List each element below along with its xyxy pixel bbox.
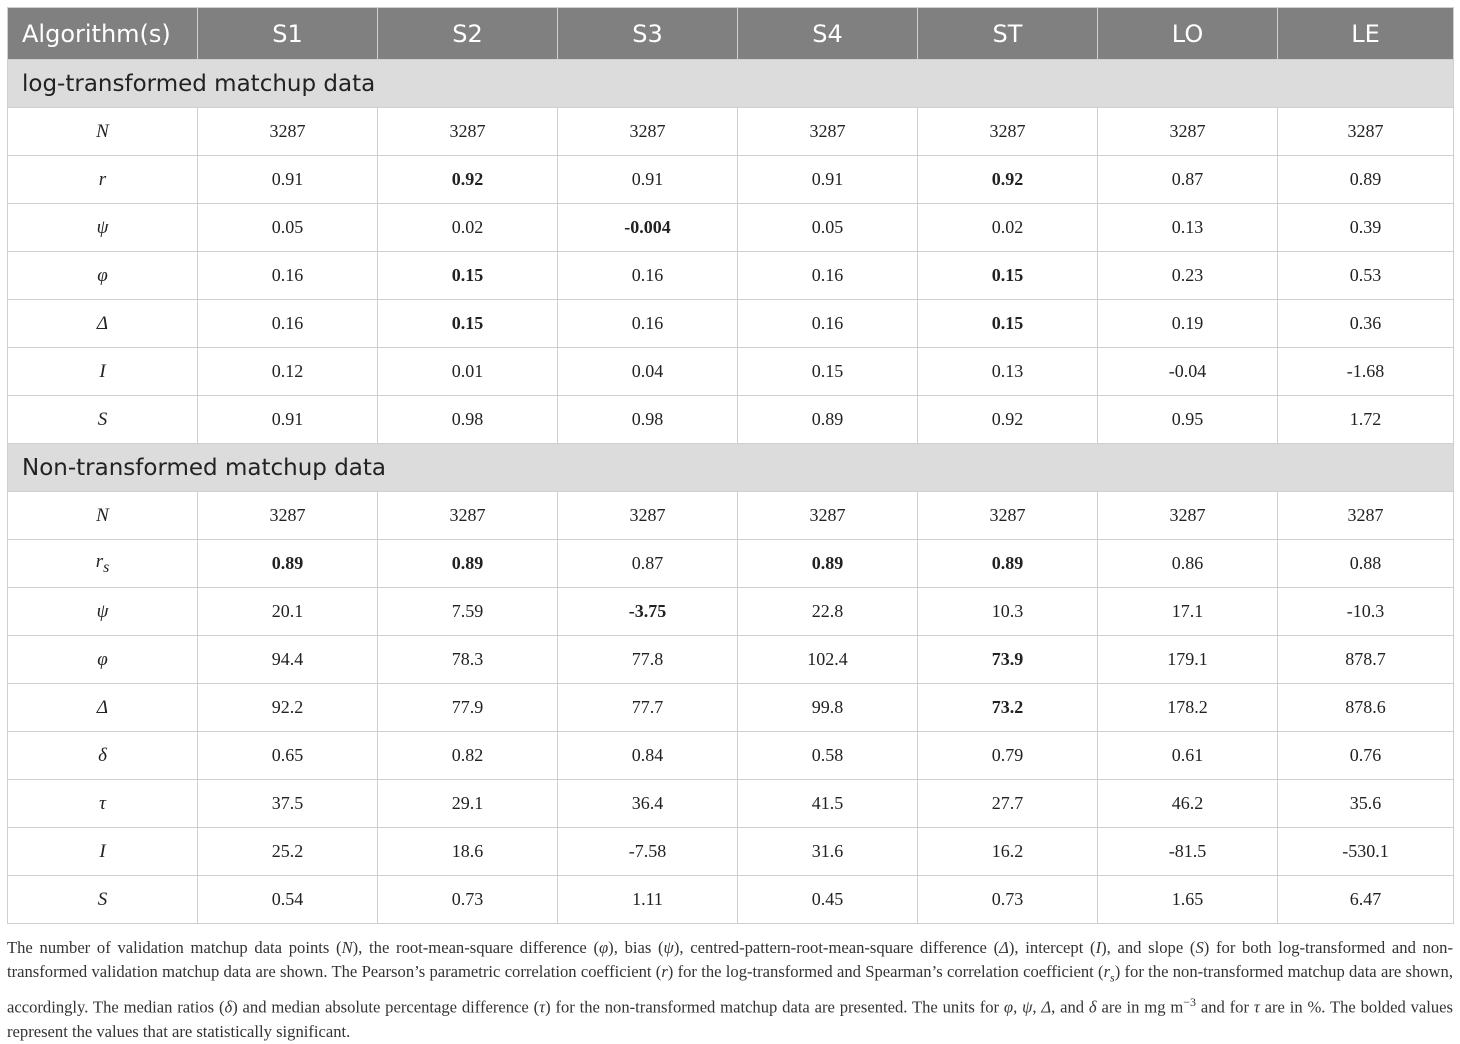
metric-cell — [8, 684, 198, 732]
table-row — [8, 348, 1454, 396]
value-cell: 3287 — [738, 492, 918, 540]
table-row — [8, 396, 1454, 444]
metric-symbol: S — [97, 408, 108, 430]
value-cell: 3287 — [1098, 108, 1278, 156]
value-cell: 0.89 — [198, 540, 378, 588]
value-cell: 0.15 — [378, 252, 558, 300]
value-cell: 10.3 — [918, 588, 1098, 636]
value-cell: 77.9 — [378, 684, 558, 732]
value-cell: 0.73 — [918, 876, 1098, 924]
column-header-s4: S4 — [738, 8, 918, 60]
metric-cell — [8, 588, 198, 636]
table-row — [8, 156, 1454, 204]
footnote-text: Δ — [1041, 997, 1052, 1017]
value-cell: 0.39 — [1278, 204, 1454, 252]
table-row — [8, 252, 1454, 300]
table-footnote — [7, 936, 1453, 1044]
value-cell: 0.84 — [558, 732, 738, 780]
value-cell: -0.04 — [1098, 348, 1278, 396]
value-cell: 3287 — [378, 492, 558, 540]
value-cell: 7.59 — [378, 588, 558, 636]
value-cell: 0.88 — [1278, 540, 1454, 588]
value-cell: -3.75 — [558, 588, 738, 636]
value-cell: 99.8 — [738, 684, 918, 732]
value-cell: 3287 — [558, 108, 738, 156]
value-cell: 179.1 — [1098, 636, 1278, 684]
value-cell: 0.16 — [738, 300, 918, 348]
metric-symbol: r — [95, 550, 104, 572]
value-cell: 0.87 — [558, 540, 738, 588]
value-cell: 0.16 — [738, 252, 918, 300]
footnote-text: , — [1032, 997, 1042, 1017]
value-cell: 0.53 — [1278, 252, 1454, 300]
footnote-text: and for — [1196, 997, 1254, 1017]
metric-symbol: r — [98, 168, 107, 190]
section-title: Non-transformed matchup data — [8, 444, 1454, 492]
table-row — [8, 540, 1454, 588]
metric-cell — [8, 108, 198, 156]
footnote-text: ), intercept ( — [1008, 938, 1096, 957]
column-header-s2: S2 — [378, 8, 558, 60]
value-cell: 94.4 — [198, 636, 378, 684]
value-cell: 3287 — [198, 492, 378, 540]
footnote-text: δ — [224, 997, 233, 1017]
metric-symbol: I — [99, 840, 106, 862]
metric-symbol: N — [96, 504, 109, 526]
metric-symbol: ψ — [96, 600, 109, 622]
value-cell: 3287 — [918, 492, 1098, 540]
column-header-algorithms: Algorithm(s) — [8, 8, 198, 60]
value-cell: 22.8 — [738, 588, 918, 636]
table-row — [8, 204, 1454, 252]
metric-cell — [8, 636, 198, 684]
value-cell: 0.16 — [558, 252, 738, 300]
value-cell: 1.11 — [558, 876, 738, 924]
value-cell: 0.76 — [1278, 732, 1454, 780]
footnote-text: s — [1110, 970, 1115, 985]
value-cell: 0.16 — [558, 300, 738, 348]
footnote-text: ) and median absolute percentage difference ( — [232, 997, 540, 1017]
footnote-text: ψ — [1022, 997, 1033, 1017]
footnote-text: ψ — [663, 938, 674, 957]
value-cell: 78.3 — [378, 636, 558, 684]
footnote-text: φ — [598, 938, 609, 957]
table-row — [8, 876, 1454, 924]
value-cell: 3287 — [918, 108, 1098, 156]
value-cell: 0.05 — [198, 204, 378, 252]
value-cell: 3287 — [1278, 108, 1454, 156]
value-cell: 0.91 — [198, 396, 378, 444]
table-body — [8, 60, 1454, 924]
value-cell: 0.02 — [918, 204, 1098, 252]
footnote-text: I — [1095, 938, 1102, 957]
value-cell: 3287 — [738, 108, 918, 156]
section-header-row — [8, 60, 1454, 108]
footnote-text: N — [341, 938, 353, 957]
value-cell: 1.72 — [1278, 396, 1454, 444]
table-row — [8, 300, 1454, 348]
value-cell: 46.2 — [1098, 780, 1278, 828]
value-cell: 0.15 — [918, 252, 1098, 300]
value-cell: 92.2 — [198, 684, 378, 732]
footnote-text: Δ — [999, 938, 1009, 957]
value-cell: -10.3 — [1278, 588, 1454, 636]
metric-symbol: Δ — [96, 312, 109, 334]
column-header-s1: S1 — [198, 8, 378, 60]
table-row — [8, 636, 1454, 684]
value-cell: 0.05 — [738, 204, 918, 252]
value-cell: 35.6 — [1278, 780, 1454, 828]
table-row — [8, 684, 1454, 732]
metric-symbol: I — [99, 360, 106, 382]
footnote-text: δ — [1088, 997, 1097, 1017]
value-cell: 0.89 — [378, 540, 558, 588]
metric-symbol: τ — [99, 792, 106, 814]
metric-symbol: φ — [97, 648, 108, 670]
value-cell: -1.68 — [1278, 348, 1454, 396]
value-cell: 0.15 — [918, 300, 1098, 348]
column-header-le: LE — [1278, 8, 1454, 60]
footnote-text: , — [1013, 997, 1023, 1017]
footnote-text: The number of validation matchup data points ( — [7, 938, 342, 957]
value-cell: 16.2 — [918, 828, 1098, 876]
table-row — [8, 828, 1454, 876]
value-cell: 0.73 — [378, 876, 558, 924]
value-cell: 178.2 — [1098, 684, 1278, 732]
footnote-text: ) for the non-transformed matchup data are shown, accordingly. The median ratios ( — [7, 962, 1453, 1017]
metric-cell — [8, 300, 198, 348]
value-cell: 37.5 — [198, 780, 378, 828]
value-cell: 0.92 — [918, 396, 1098, 444]
footnote-text: ), the root-mean-square difference ( — [352, 938, 599, 957]
value-cell: 0.91 — [558, 156, 738, 204]
footnote-text: , and — [1051, 997, 1089, 1017]
table-header-row — [8, 8, 1454, 60]
value-cell: -7.58 — [558, 828, 738, 876]
value-cell: 31.6 — [738, 828, 918, 876]
value-cell: 3287 — [558, 492, 738, 540]
value-cell: 0.45 — [738, 876, 918, 924]
value-cell: 0.13 — [918, 348, 1098, 396]
statistics-table — [7, 7, 1454, 924]
footnote-text: ), centred-pattern-root-mean-square difference ( — [673, 938, 1000, 957]
value-cell: 18.6 — [378, 828, 558, 876]
footnote-text: r — [1103, 962, 1111, 982]
metric-cell — [8, 396, 198, 444]
value-cell: 0.89 — [738, 396, 918, 444]
metric-symbol: ψ — [96, 216, 109, 238]
metric-cell — [8, 828, 198, 876]
value-cell: 0.16 — [198, 300, 378, 348]
table-row — [8, 732, 1454, 780]
value-cell: 0.16 — [198, 252, 378, 300]
value-cell: 878.7 — [1278, 636, 1454, 684]
footnote-text: ), bias ( — [608, 938, 664, 957]
table-row — [8, 108, 1454, 156]
value-cell: 3287 — [198, 108, 378, 156]
value-cell: 0.58 — [738, 732, 918, 780]
value-cell: 0.04 — [558, 348, 738, 396]
value-cell: 0.15 — [378, 300, 558, 348]
value-cell: 25.2 — [198, 828, 378, 876]
metric-symbol: φ — [97, 264, 108, 286]
value-cell: 17.1 — [1098, 588, 1278, 636]
value-cell: 0.79 — [918, 732, 1098, 780]
metric-cell — [8, 876, 198, 924]
value-cell: 0.98 — [558, 396, 738, 444]
metric-cell — [8, 540, 198, 588]
metric-symbol: δ — [98, 744, 107, 766]
value-cell: 0.82 — [378, 732, 558, 780]
value-cell: 0.89 — [738, 540, 918, 588]
value-cell: 0.36 — [1278, 300, 1454, 348]
footnote-text: ) for the log-transformed and Spearman’s correlation coefficient ( — [667, 962, 1104, 982]
value-cell: 20.1 — [198, 588, 378, 636]
value-cell: 0.92 — [378, 156, 558, 204]
footnote-text: τ — [539, 997, 546, 1017]
metric-cell — [8, 492, 198, 540]
metric-cell — [8, 252, 198, 300]
value-cell: 27.7 — [918, 780, 1098, 828]
value-cell: -0.004 — [558, 204, 738, 252]
column-header-st: ST — [918, 8, 1098, 60]
footnote-text: are in mg m — [1096, 997, 1184, 1017]
value-cell: 0.98 — [378, 396, 558, 444]
value-cell: 1.65 — [1098, 876, 1278, 924]
value-cell: 77.8 — [558, 636, 738, 684]
footnote-text: ), and slope ( — [1101, 938, 1196, 957]
value-cell: 0.61 — [1098, 732, 1278, 780]
metric-symbol: N — [96, 120, 109, 142]
value-cell: 3287 — [1098, 492, 1278, 540]
value-cell: -81.5 — [1098, 828, 1278, 876]
value-cell: 73.2 — [918, 684, 1098, 732]
column-header-lo: LO — [1098, 8, 1278, 60]
value-cell: 0.12 — [198, 348, 378, 396]
value-cell: 0.92 — [918, 156, 1098, 204]
table-row — [8, 588, 1454, 636]
value-cell: 0.54 — [198, 876, 378, 924]
value-cell: 36.4 — [558, 780, 738, 828]
metric-cell — [8, 204, 198, 252]
value-cell: 0.65 — [198, 732, 378, 780]
footnote-text: τ — [1253, 997, 1260, 1017]
footnote-text: ) for the non-transformed matchup data are presented. The units for — [545, 997, 1004, 1017]
metric-cell — [8, 780, 198, 828]
value-cell: 0.02 — [378, 204, 558, 252]
footnote-text: S — [1195, 938, 1204, 957]
value-cell: 0.91 — [738, 156, 918, 204]
footnote-text: are in %. The bolded values represent the values that are statistically significant. — [7, 997, 1453, 1041]
value-cell: 3287 — [1278, 492, 1454, 540]
section-header-row — [8, 444, 1454, 492]
value-cell: -530.1 — [1278, 828, 1454, 876]
value-cell: 0.89 — [918, 540, 1098, 588]
footnote-text: r — [661, 962, 668, 982]
value-cell: 0.23 — [1098, 252, 1278, 300]
value-cell: 73.9 — [918, 636, 1098, 684]
value-cell: 0.95 — [1098, 396, 1278, 444]
footnote-text: −3 — [1183, 994, 1197, 1009]
value-cell: 0.89 — [1278, 156, 1454, 204]
value-cell: 0.15 — [738, 348, 918, 396]
value-cell: 41.5 — [738, 780, 918, 828]
value-cell: 6.47 — [1278, 876, 1454, 924]
column-header-s3: S3 — [558, 8, 738, 60]
table-row — [8, 780, 1454, 828]
value-cell: 0.91 — [198, 156, 378, 204]
value-cell: 0.13 — [1098, 204, 1278, 252]
value-cell: 102.4 — [738, 636, 918, 684]
value-cell: 0.87 — [1098, 156, 1278, 204]
metric-cell — [8, 156, 198, 204]
table-row — [8, 492, 1454, 540]
value-cell: 878.6 — [1278, 684, 1454, 732]
metric-symbol: Δ — [96, 696, 109, 718]
value-cell: 0.86 — [1098, 540, 1278, 588]
value-cell: 0.19 — [1098, 300, 1278, 348]
footnote-text: φ — [1003, 997, 1014, 1017]
footnote-text: ) for both log-transformed and non-transformed validation matchup data are shown. The Pearson’s parametric correlation coefficient ( — [7, 938, 1453, 982]
value-cell: 3287 — [378, 108, 558, 156]
value-cell: 29.1 — [378, 780, 558, 828]
metric-cell — [8, 732, 198, 780]
value-cell: 0.01 — [378, 348, 558, 396]
section-title: log-transformed matchup data — [8, 60, 1454, 108]
metric-symbol: S — [97, 888, 108, 910]
value-cell: 77.7 — [558, 684, 738, 732]
metric-cell — [8, 348, 198, 396]
metric-subscript: s — [103, 558, 110, 576]
